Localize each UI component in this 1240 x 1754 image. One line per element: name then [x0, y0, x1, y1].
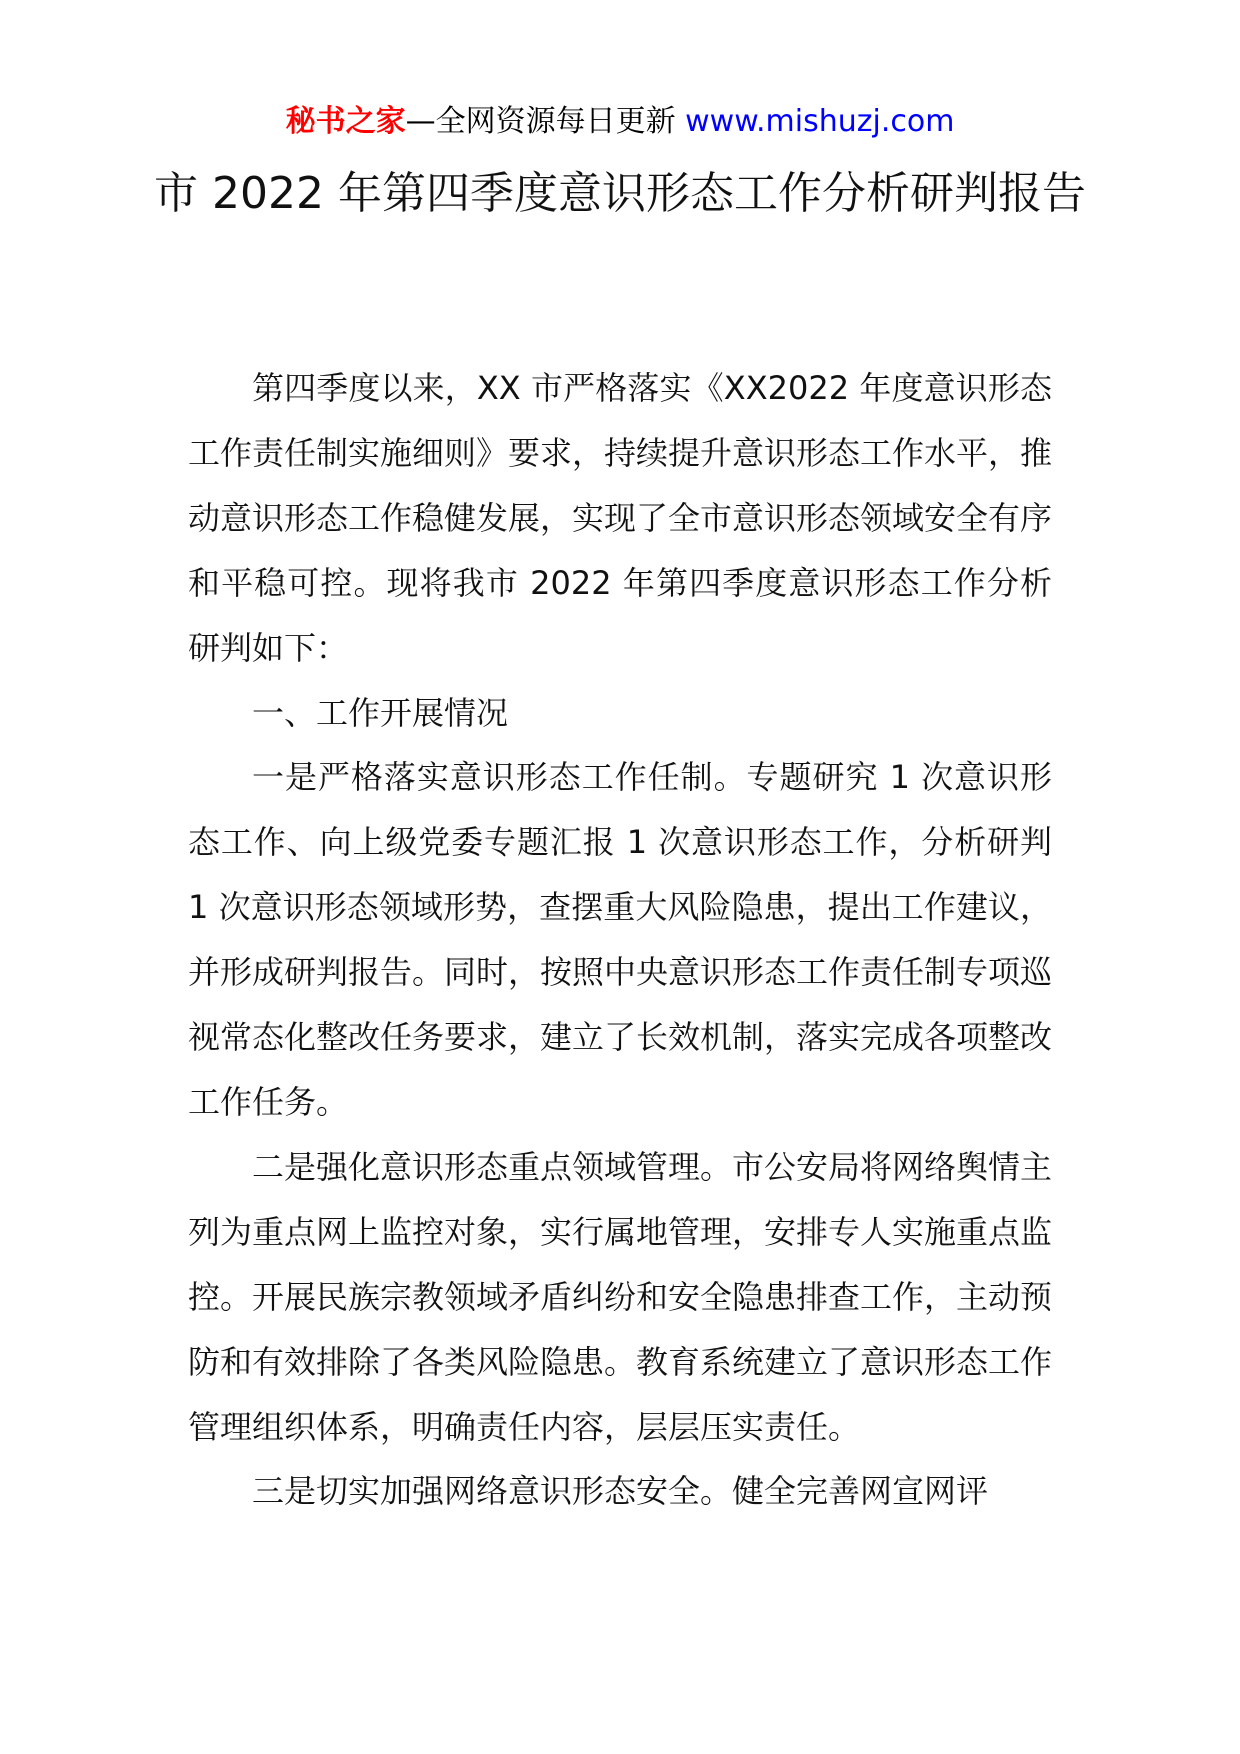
site-url[interactable]: www.mishuzj.com — [685, 104, 955, 139]
paragraph-intro: 第四季度以来，XX 市严格落实《XX2022 年度意识形态工作责任制实施细则》要求，持续提升意识形态工作水平，推动意识形态工作稳健发展，实现了全市意识形态领域安全有序和平稳可控。现将我市 2022 年第四季度意识形态工作分析研判如下： — [188, 369, 1053, 667]
document-body — [188, 356, 1052, 1524]
section-heading: 一、工作开展情况 — [252, 693, 509, 732]
brand-name: 秘书之家 — [285, 104, 406, 139]
paragraph-point-one: 一是严格落实意识形态工作任制。专题研究 1 次意识形态工作、向上级党委专题汇报 1 次意识形态工作，分析研判 1 次意识形态领域形势，查摆重大风险隐患，提出工作建议，并形成研判报告。同时，按照中央意识形态工作责任制专项巡视常态化整改任务要求，建立了长效机制，落实完成各项整改工作任务。 — [188, 758, 1053, 1121]
document-title: 市 2022 年第四季度意识形态工作分析研判报告 — [154, 168, 1086, 219]
site-header — [0, 100, 1240, 144]
header-tagline: —全网资源每日更新 — [405, 104, 686, 139]
paragraph-point-two: 二是强化意识形态重点领域管理。市公安局将网络舆情主列为重点网上监控对象，实行属地管理，安排专人实施重点监控。开展民族宗教领域矛盾纠纷和安全隐患排查工作，主动预防和有效排除了各类风险隐患。教育系统建立了意识形态工作管理组织体系，明确责任内容，层层压实责任。 — [188, 1147, 1053, 1446]
paragraph-point-three: 三是切实加强网络意识形态安全。健全完善网宣网评 — [252, 1472, 989, 1511]
